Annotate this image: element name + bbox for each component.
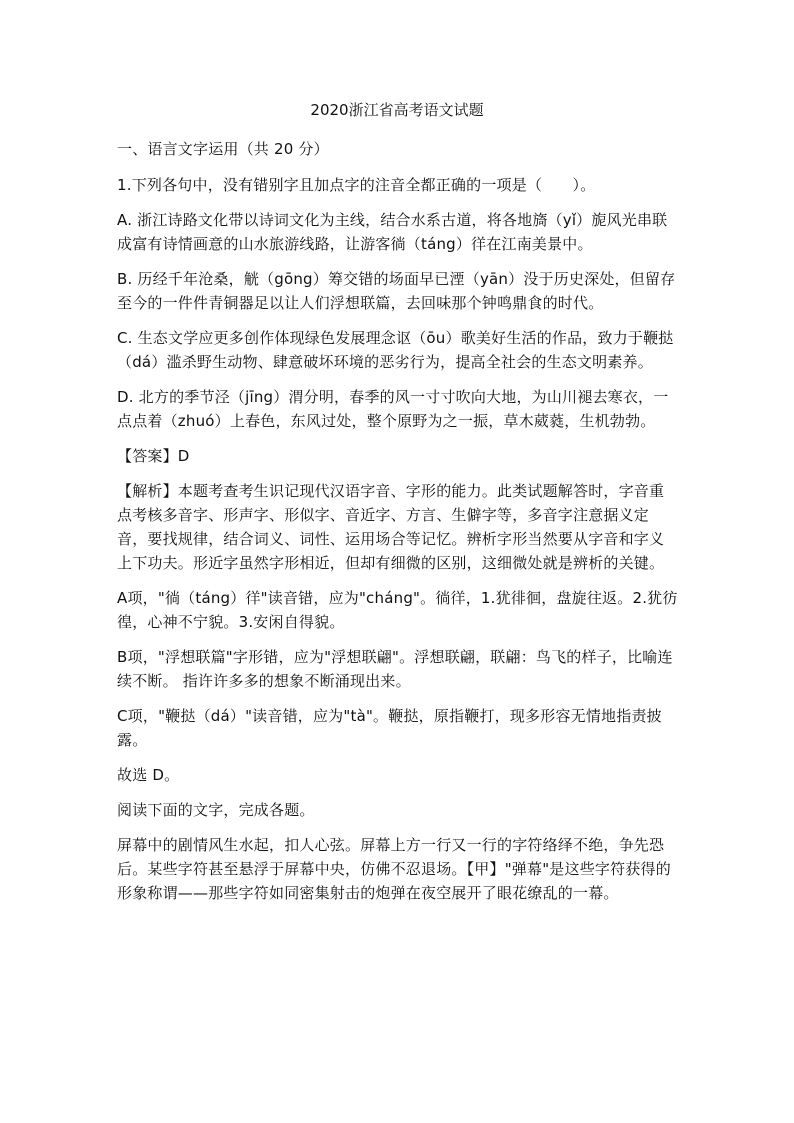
page-title: 2020浙江省高考语文试题: [310, 101, 484, 119]
document-body: [117, 137, 679, 916]
analysis-item-a: A项，"徜（táng）徉"读音错，应为"cháng"。徜徉，1.犹徘徊，盘旋往返。2.犹彷徨，心神不宁貌。3.安闲自得貌。: [117, 589, 678, 631]
reading-passage: 屏幕中的剧情风生水起，扣人心弦。屏幕上方一行又一行的字符络绎不绝，争先恐后。某些字符甚至悬浮于屏幕中央，仿佛不忍退场。【甲】"弹幕"是这些字符获得的形象称谓——那些字符如同密集射击的炮弹在夜空展开了眼花缭乱的一幕。: [117, 836, 671, 902]
choice-line: 故选 D。: [117, 766, 180, 784]
question-1: 1.下列各句中，没有错别字且加点字的注音全都正确的一项是（ ）。: [117, 176, 596, 194]
answer-line: 【答案】D: [117, 447, 190, 465]
analysis-paragraph: 【解析】本题考查考生识记现代汉语字音、字形的能力。此类试题解答时，字音重点考核多音字、形声字、形似字、音近字、方言、生僻字等，多音字注意据义定音，要找规律，结合词义、词性、运用场合等记忆。辨析字形当然要从字音和字义上下功夫。形近字虽然字形相近，但却有细微的区别，这细微处就是辨析的关键。: [117, 482, 665, 572]
analysis-item-b: B项，"浮想联篇"字形错，应为"浮想联翩"。浮想联翩，联翩：鸟飞的样子，比喻连续不断。 指许许多多的想象不断涌现出来。: [117, 648, 673, 690]
option-c: C. 生态文学应更多创作体现绿色发展理念讴（ōu）歌美好生活的作品，致力于鞭挞（dá）滥杀野生动物、肆意破坏环境的恶劣行为，提高全社会的生态文明素养。: [117, 329, 674, 371]
option-d: D. 北方的季节泾（jīng）渭分明，春季的风一寸寸吹向大地，为山川褪去寒衣，一点点着（zhuó）上春色，东风过处，整个原野为之一振，草木葳蕤，生机勃勃。: [117, 388, 669, 430]
option-a: A. 浙江诗路文化带以诗词文化为主线，结合水系古道，将各地旖（yǐ）旎风光串联成富有诗情画意的山水旅游线路，让游客徜（táng）徉在江南美景中。: [117, 211, 668, 253]
section-heading: 一、语言文字运用（共 20 分）: [117, 140, 329, 158]
reading-prompt: 阅读下面的文字，完成各题。: [117, 801, 315, 819]
option-b: B. 历经千年沧桑，觥（gōng）筹交错的场面早已湮（yān）没于历史深处，但留存至今的一件件青铜器足以让人们浮想联篇，去回味那个钟鸣鼎食的时代。: [117, 270, 676, 312]
analysis-item-c: C项，"鞭挞（dá）"读音错，应为"tà"。鞭挞，原指鞭打，现多形容无情地指责披露。: [117, 707, 662, 749]
